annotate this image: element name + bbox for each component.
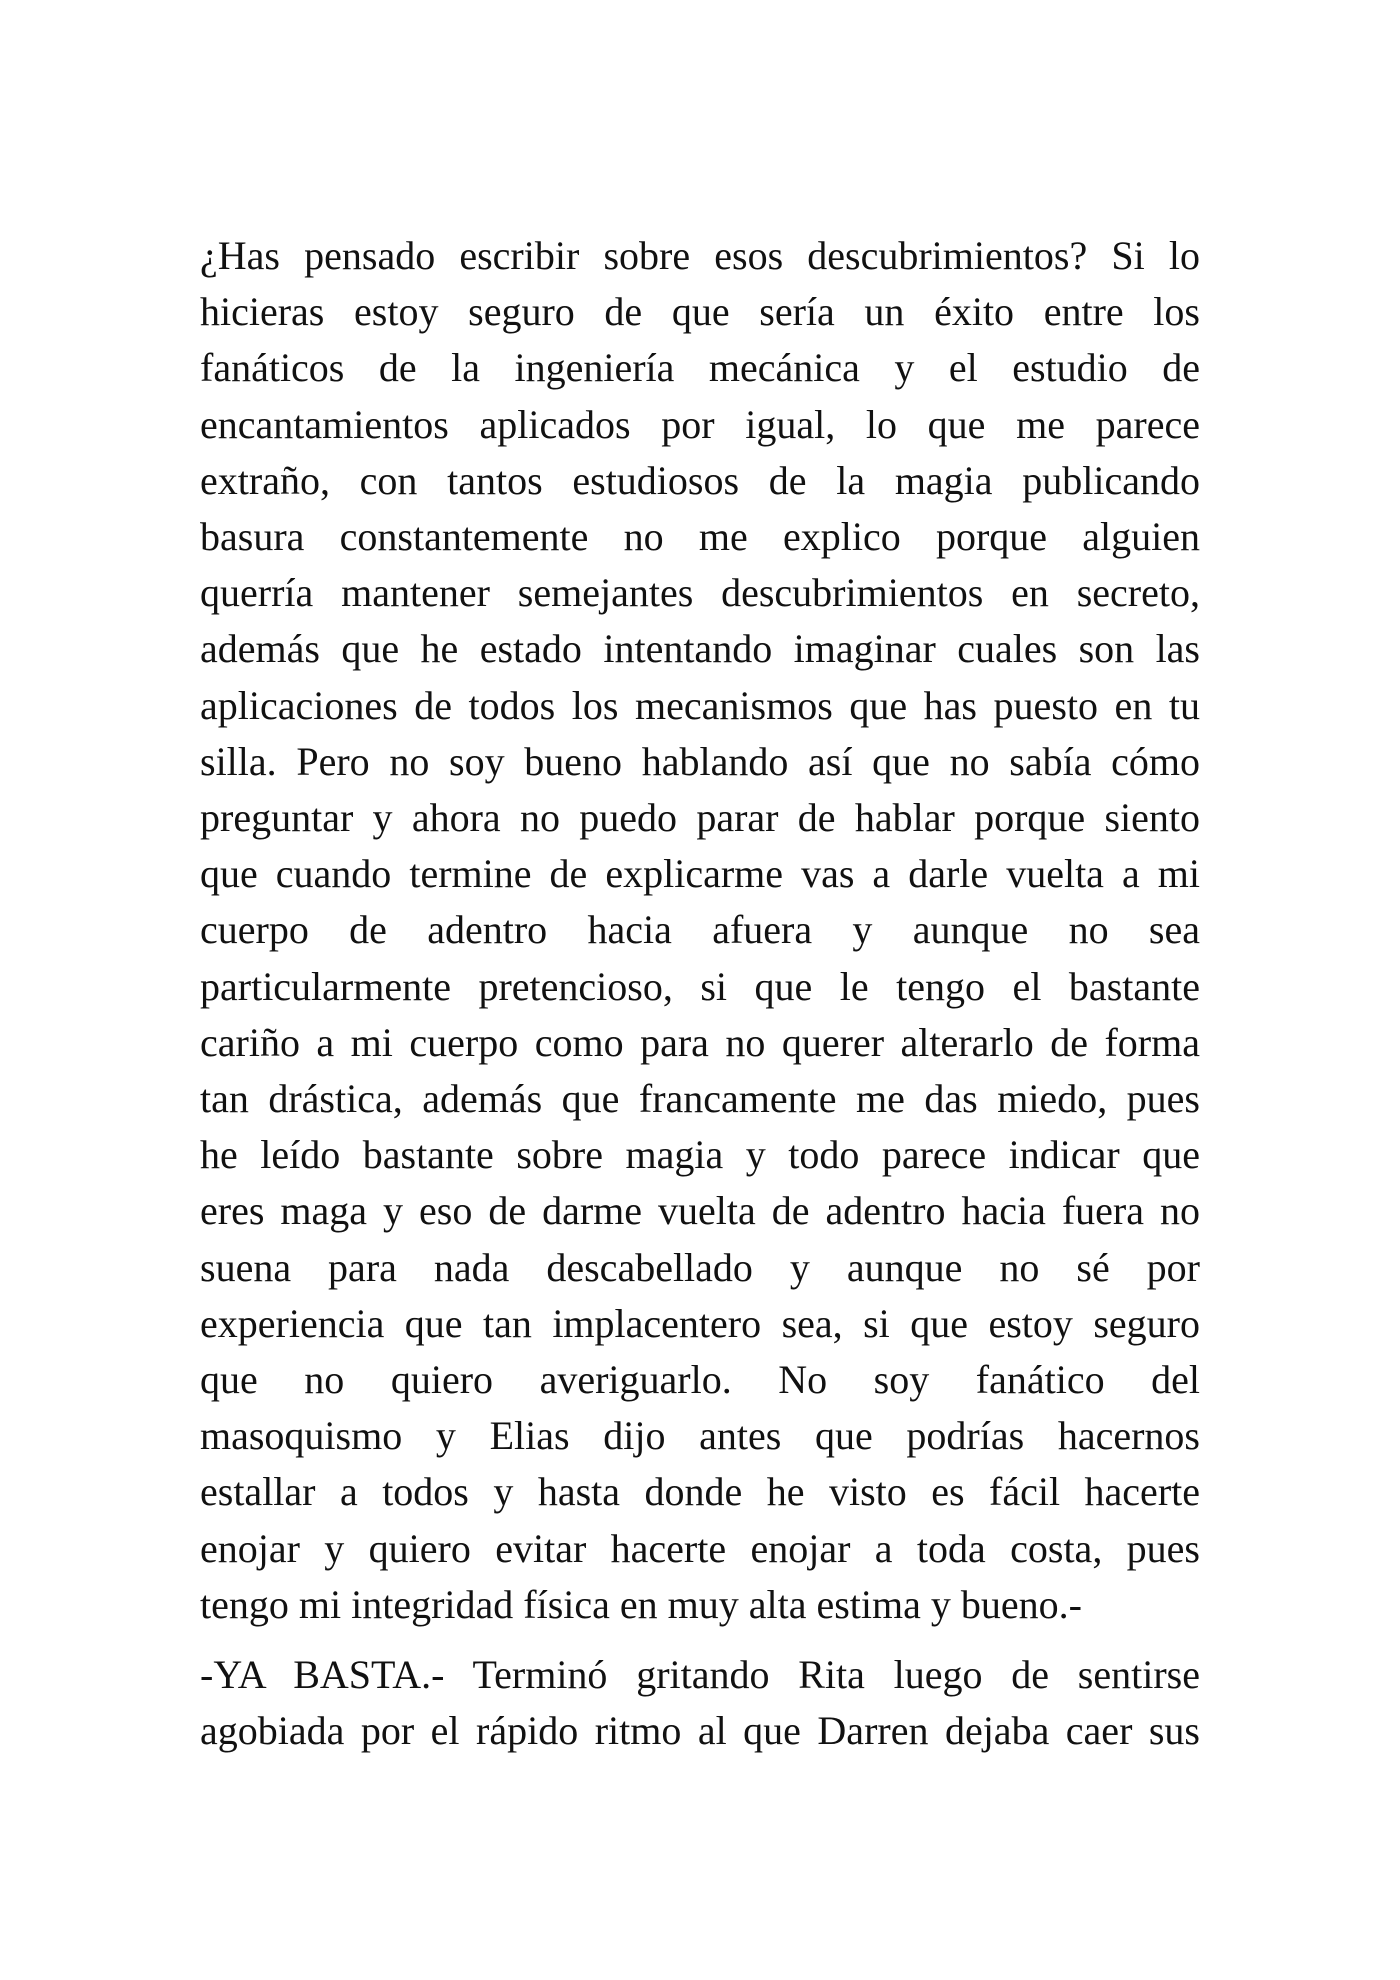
text-line: basura constantemente no me explico porque alguien [200, 514, 1200, 560]
text-line: fanáticos de la ingeniería mecánica y el estudio de [200, 345, 1200, 391]
text-line: ¿Has pensado escribir sobre esos descubrimientos? Si lo [200, 233, 1200, 278]
text-line: hicieras estoy seguro de que sería un éxito entre los [200, 289, 1200, 335]
paragraph-2 [200, 1647, 1200, 1759]
text-line: preguntar y ahora no puedo parar de hablar porque siento [200, 795, 1200, 841]
text-line: aplicaciones de todos los mecanismos que has puesto en tu [200, 682, 1200, 728]
text-line: tengo mi integridad física en muy alta estima y bueno.- [200, 1581, 1082, 1627]
text-line: masoquismo y Elias dijo antes que podrías hacernos [200, 1413, 1200, 1459]
text-line: he leído bastante sobre magia y todo parece indicar que [200, 1132, 1200, 1178]
text-line: además que he estado intentando imaginar cuales son las [200, 626, 1200, 672]
text-line: particularmente pretencioso, si que le tengo el bastante [200, 963, 1200, 1009]
text-line: extraño, con tantos estudiosos de la magia publicando [200, 457, 1200, 503]
text-line: enojar y quiero evitar hacerte enojar a toda costa, pues [200, 1525, 1200, 1571]
text-line: querría mantener semejantes descubrimientos en secreto, [200, 570, 1200, 616]
text-line: -YA BASTA.- Terminó gritando Rita luego de sentirse [200, 1652, 1200, 1698]
body-text [200, 228, 1200, 1759]
text-line: tan drástica, además que francamente me das miedo, pues [200, 1076, 1200, 1122]
text-line: eres maga y eso de darme vuelta de adentro hacia fuera no [200, 1188, 1200, 1234]
text-line: suena para nada descabellado y aunque no sé por [200, 1244, 1200, 1290]
text-line: cuerpo de adentro hacia afuera y aunque no sea [200, 907, 1200, 953]
text-line: silla. Pero no soy bueno hablando así que no sabía cómo [200, 738, 1200, 784]
text-line: cariño a mi cuerpo como para no querer alterarlo de forma [200, 1019, 1200, 1065]
text-line: experiencia que tan implacentero sea, si que estoy seguro [200, 1300, 1200, 1346]
text-line: encantamientos aplicados por igual, lo que me parece [200, 401, 1200, 447]
text-line: agobiada por el rápido ritmo al que Darren dejaba caer sus [200, 1708, 1200, 1754]
text-line: estallar a todos y hasta donde he visto es fácil hacerte [200, 1469, 1200, 1515]
text-line: que cuando termine de explicarme vas a darle vuelta a mi [200, 851, 1200, 897]
paragraph-1 [200, 228, 1200, 1633]
text-line: que no quiero averiguarlo. No soy fanático del [200, 1357, 1200, 1403]
